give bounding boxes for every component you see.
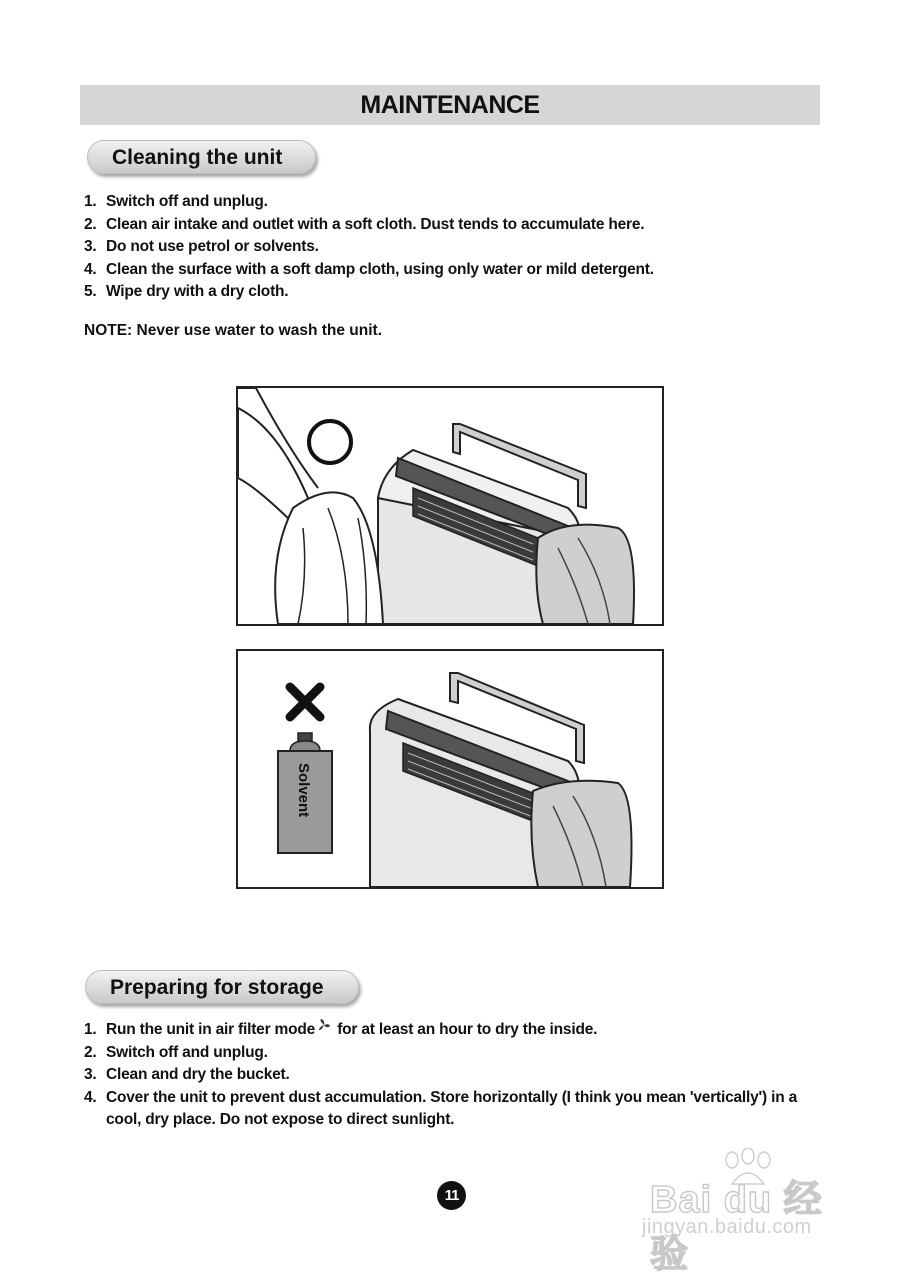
cloth-wipe-illustration [238, 388, 662, 624]
step-text-part: for at least an hour to dry the inside. [333, 1021, 598, 1038]
step-text: Cover the unit to prevent dust accumulation. Store horizontally (I think you mean 'vertically') in a cool, dry place. Do not expose to direct sunlight. [106, 1088, 798, 1128]
forbidden-x-icon [290, 687, 320, 717]
solvent-can-label: Solvent [295, 763, 312, 818]
cleaning-note: NOTE: Never use water to wash the unit. [84, 322, 383, 339]
list-item [84, 259, 814, 282]
list-item [84, 236, 814, 259]
step-text [106, 1019, 804, 1042]
step-text: Wipe dry with a dry cloth. [106, 283, 289, 300]
step-text: Do not use petrol or solvents. [106, 238, 319, 255]
figure-cloth-ok [236, 386, 664, 626]
step-text: Switch off and unplug. [106, 1043, 268, 1061]
step-number: 4. [84, 1088, 97, 1106]
storage-section-heading: Preparing for storage [85, 970, 359, 1004]
list-item [84, 1064, 804, 1087]
watermark-logo: Bai du 经验 [650, 1179, 823, 1276]
list-item [84, 1019, 804, 1042]
watermark-url: jingyan.baidu.com [642, 1216, 812, 1238]
list-item [84, 1087, 804, 1132]
step-number: 1. [84, 193, 97, 210]
step-number: 3. [84, 238, 97, 255]
step-number: 2. [84, 1043, 97, 1061]
step-number: 3. [84, 1066, 97, 1083]
step-text: Clean the surface with a soft damp cloth, using only water or mild detergent. [106, 260, 654, 278]
step-text: Clean and dry the bucket. [106, 1066, 290, 1083]
figure-solvent-forbidden [236, 649, 664, 889]
list-item [84, 214, 814, 237]
step-number: 1. [84, 1021, 97, 1038]
ok-circle-icon [309, 421, 351, 463]
step-number: 5. [84, 283, 97, 300]
step-number: 2. [84, 215, 97, 233]
cleaning-section-heading: Cleaning the unit [87, 140, 316, 174]
solvent-illustration [238, 651, 662, 887]
storage-steps-list [84, 1019, 804, 1132]
page-number: 11 [437, 1181, 466, 1210]
page-title-bar [80, 85, 820, 125]
page-title: MAINTENANCE [360, 90, 540, 119]
fan-mode-icon [317, 1019, 331, 1031]
step-number: 4. [84, 260, 97, 278]
list-item [84, 281, 814, 304]
cleaning-steps-list [84, 191, 814, 304]
step-text: Switch off and unplug. [106, 193, 268, 210]
step-text: Clean air intake and outlet with a soft cloth. Dust tends to accumulate here. [106, 215, 645, 233]
list-item [84, 1042, 804, 1065]
list-item [84, 191, 814, 214]
step-text-part: Run the unit in air filter mode [106, 1021, 316, 1038]
baidu-watermark [640, 1148, 860, 1276]
